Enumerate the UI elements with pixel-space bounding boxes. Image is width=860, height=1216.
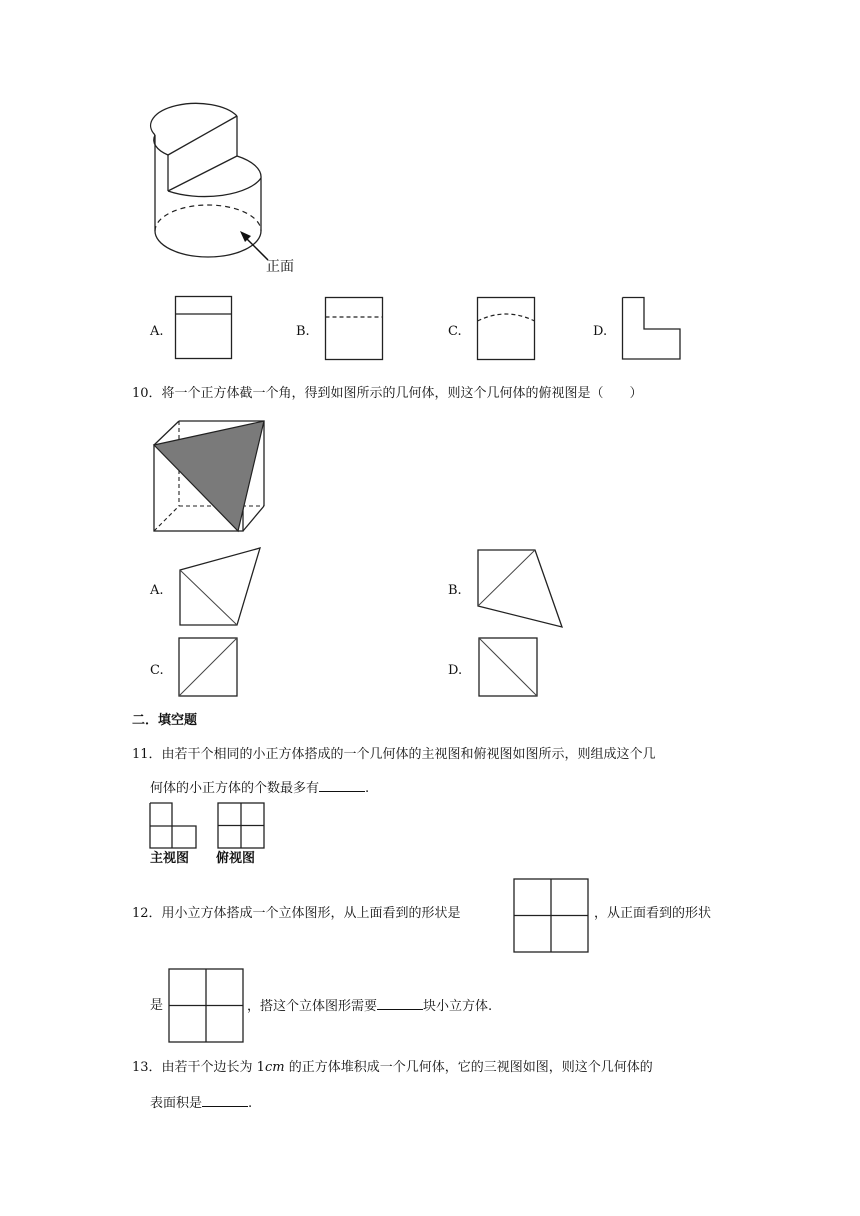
q10-option-a-label: A.	[150, 583, 164, 598]
q11-front-view	[149, 802, 199, 852]
q11-line2-end: .	[365, 781, 370, 796]
q9-option-d-label: D.	[593, 324, 608, 339]
q12-line2-end: 块小立方体.	[423, 999, 493, 1014]
q13-line1-pre: 13．由若干个边长为 1	[132, 1060, 265, 1075]
q12-answer-blank[interactable]	[377, 997, 423, 1010]
q10-option-a-figure	[178, 548, 263, 628]
q11-top-view	[217, 802, 267, 852]
q13-line1	[132, 1059, 653, 1077]
q13-line1-post: 的正方体堆积成一个几何体，它的三视图如图，则这个几何体的	[284, 1060, 653, 1075]
q9-option-c-figure	[477, 297, 537, 361]
q11-answer-blank[interactable]	[319, 779, 365, 792]
q10-question: 10．将一个正方体截一个角，得到如图所示的几何体，则这个几何体的俯视图是（ ）	[132, 386, 643, 401]
q9-option-a-figure	[175, 296, 235, 360]
q10-option-b-figure	[476, 548, 566, 630]
q12-line1-text: 12．用小立方体搭成一个立体图形，从上面看到的形状是	[132, 906, 461, 921]
q11-line2-text: 何体的小正方体的个数最多有	[150, 781, 320, 796]
q12-front-shape	[168, 968, 246, 1044]
q10-option-d-figure	[478, 637, 540, 699]
q12-line2-rest	[247, 997, 492, 1016]
q12-top-shape	[513, 878, 591, 954]
q9-option-b-label: B.	[296, 324, 310, 339]
q9-option-d-figure	[622, 297, 684, 361]
q13-answer-blank[interactable]	[202, 1094, 248, 1107]
q13-line2-text: 表面积是	[150, 1096, 203, 1111]
q10-option-d-label: D.	[448, 663, 463, 678]
q13-line2-end: .	[248, 1096, 253, 1111]
q13-line2	[150, 1094, 252, 1113]
q9-option-b-figure	[325, 297, 385, 361]
q9-solid-figure	[140, 105, 320, 280]
q10-option-c-figure	[178, 637, 240, 699]
q11-caption-front: 主视图	[150, 851, 190, 866]
q12-line1-end: ，从正面看到的形状	[594, 906, 712, 921]
q11-line2	[150, 779, 369, 798]
q11-line1: 11．由若干个相同的小正方体搭成的一个几何体的主视图和俯视图如图所示，则组成这个几	[132, 747, 656, 762]
q9-option-a-label: A.	[150, 324, 164, 339]
q12-line2-start: 是	[150, 998, 164, 1013]
section-title: 二．填空题	[132, 713, 198, 728]
q9-front-label: 正面	[266, 259, 294, 275]
q9-option-c-label: C.	[448, 324, 462, 339]
q12-line2-mid: ，搭这个立体图形需要	[247, 999, 378, 1014]
q10-option-c-label: C.	[150, 663, 164, 678]
q13-unit: cm	[264, 1060, 285, 1075]
q11-caption-top: 俯视图	[216, 851, 256, 866]
q10-cube-figure	[150, 420, 270, 535]
q10-option-b-label: B.	[448, 583, 462, 598]
